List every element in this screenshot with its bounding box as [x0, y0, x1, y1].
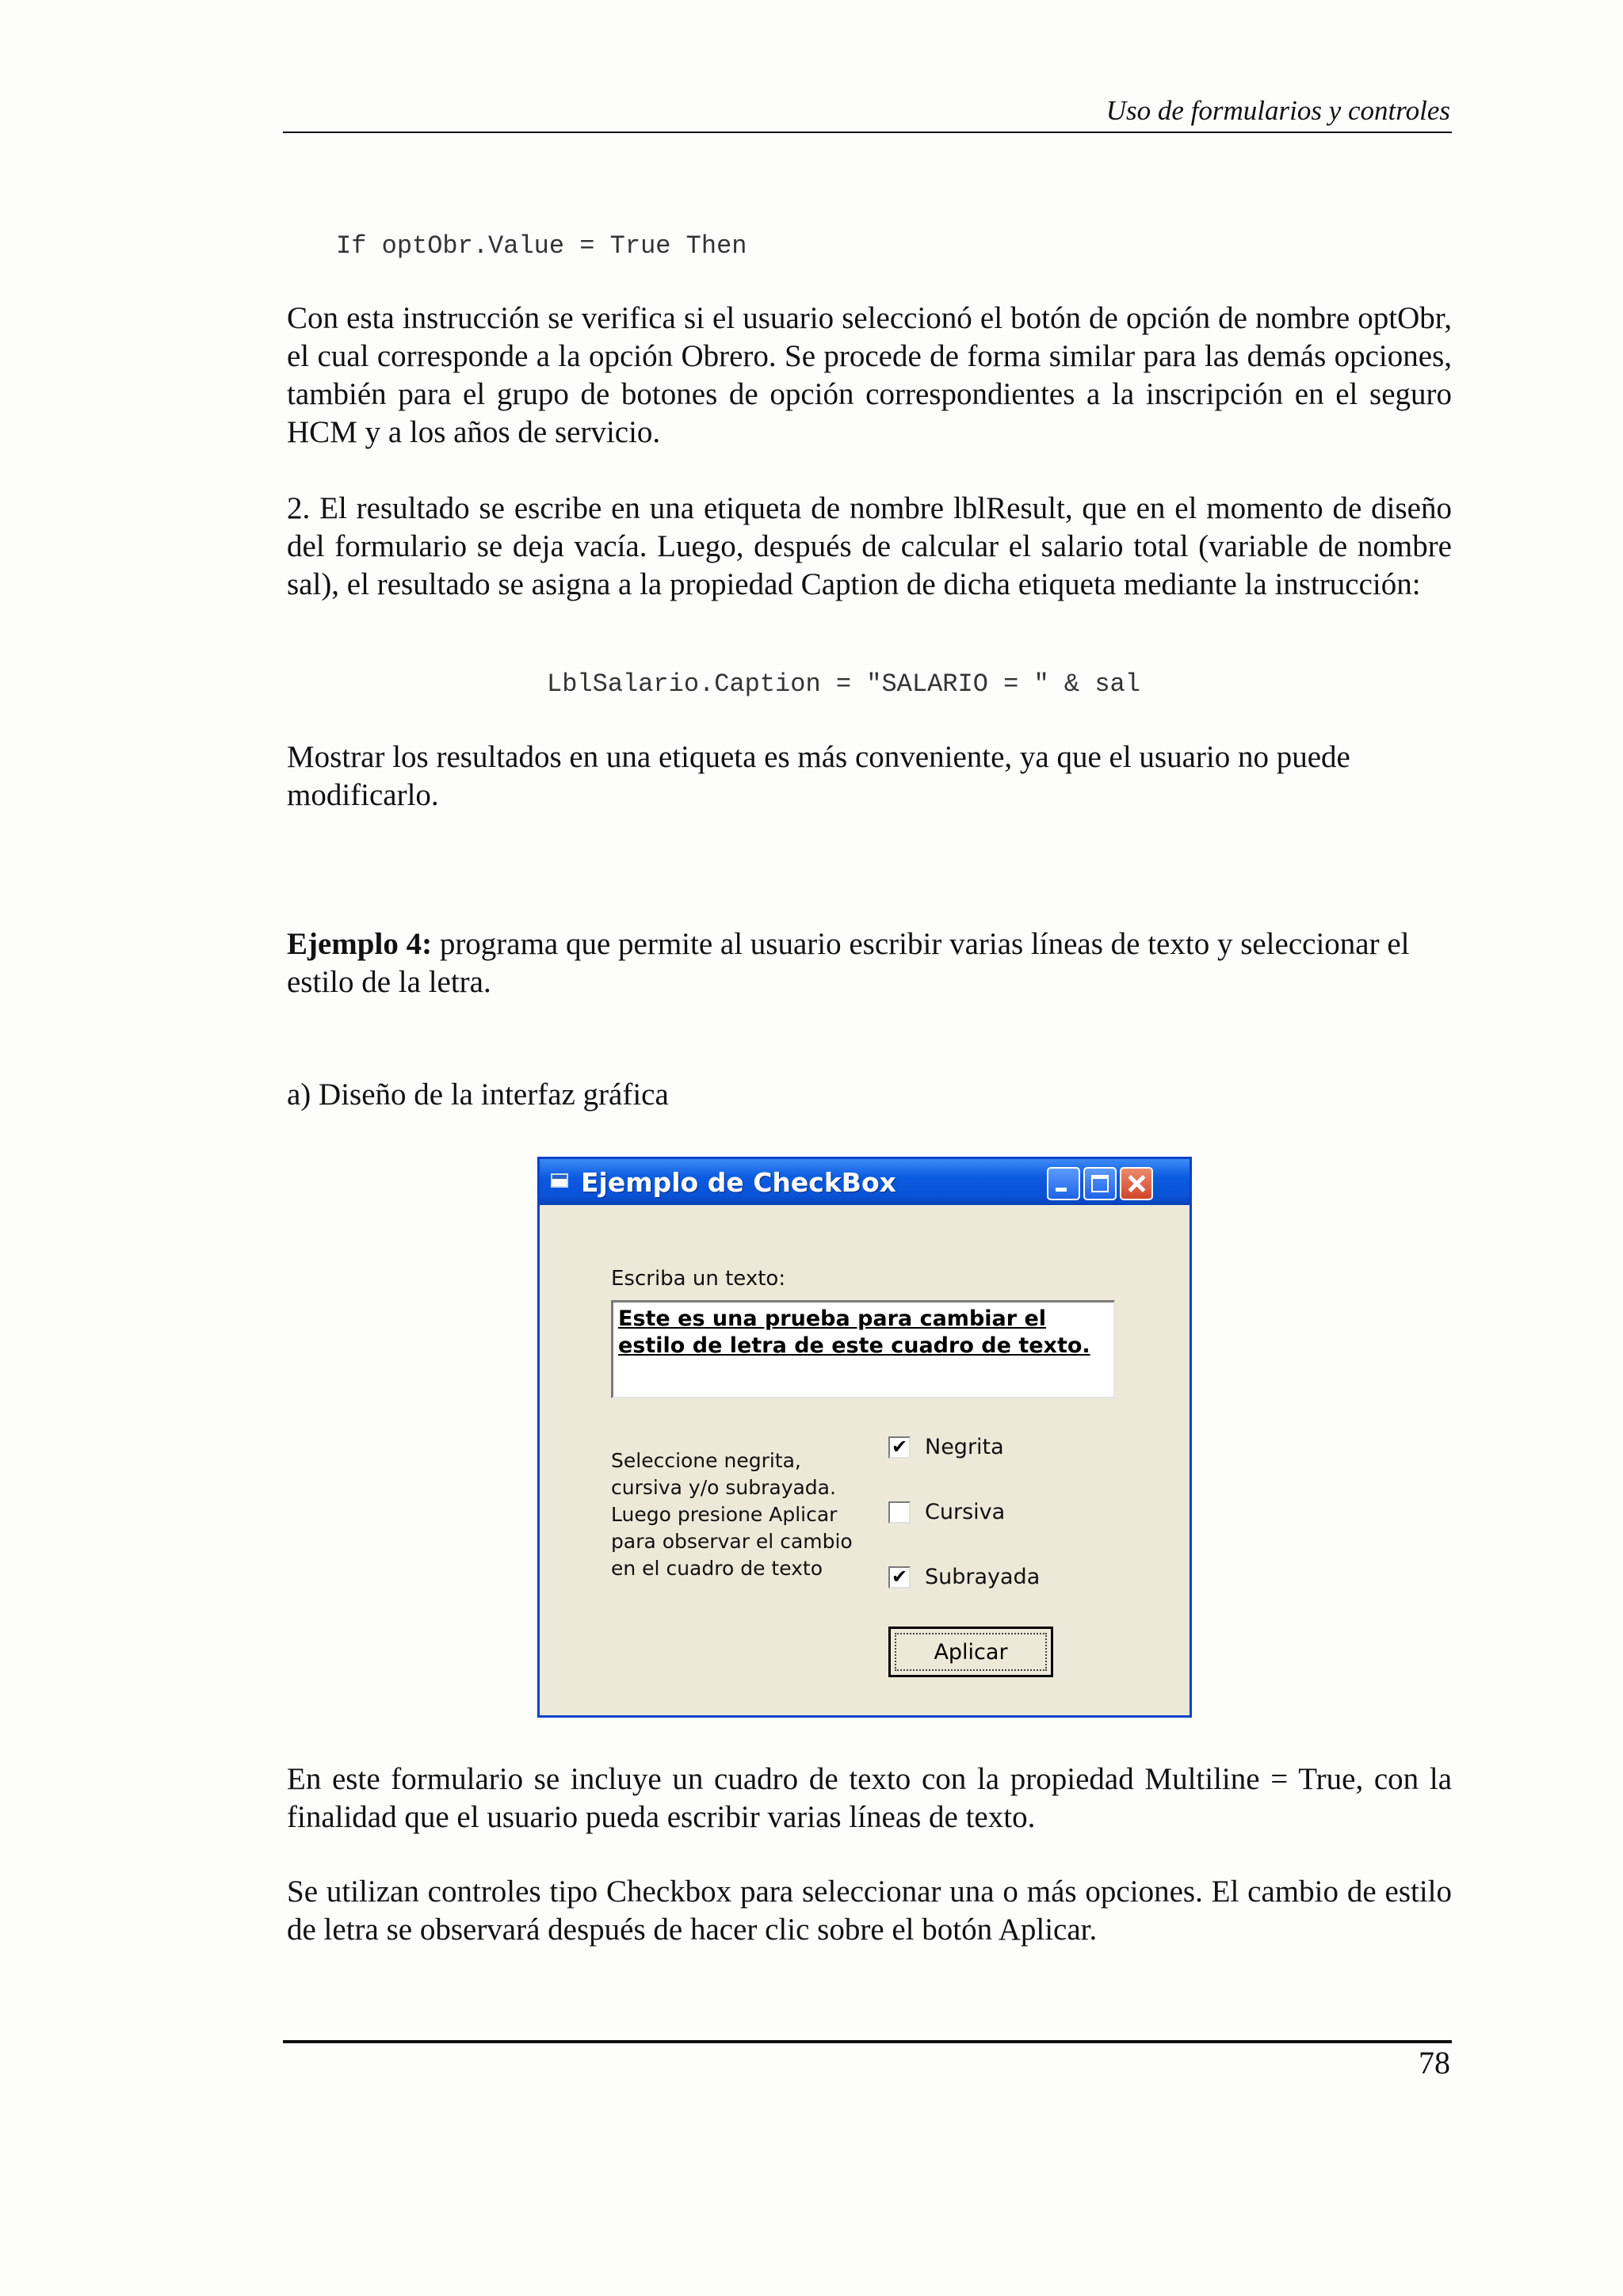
paragraph-example-4 [287, 925, 1452, 1001]
checkbox-label-negrita: Negrita [925, 1435, 1004, 1459]
example-label: Ejemplo 4: [287, 927, 433, 961]
apply-button-label: Aplicar [895, 1633, 1047, 1671]
paragraph-result-label: 2. El resultado se escribe en una etiqueta de nombre lblResult, que en el momento de diseño del formulario se deja vacía. Luego, después de calcular el salario total (variable de nombre sal), el resultado se asigna a la propiedad Caption de dicha etiqueta mediante la instrucción: [287, 491, 1452, 601]
paragraph-show-results: Mostrar los resultados en una etiqueta es más conveniente, ya que el usuario no puede modificarlo. [287, 740, 1350, 812]
code-line-if: If optObr.Value = True Then [336, 231, 747, 261]
checkbox-box-cursiva[interactable] [888, 1501, 911, 1524]
page-number: 78 [1419, 2045, 1450, 2081]
window-title: Ejemplo de CheckBox [581, 1167, 896, 1198]
checkbox-label-subrayada: Subrayada [925, 1565, 1041, 1589]
text-input[interactable]: Este es una prueba para cambiar el estilo de letra de este cuadro de texto. [611, 1300, 1115, 1398]
code-line-caption: LblSalario.Caption = "SALARIO = " & sal [547, 669, 1140, 699]
running-header: Uso de formularios y controles [1106, 95, 1450, 126]
close-icon [1121, 1169, 1151, 1199]
header-rule [283, 132, 1452, 133]
window-app-icon [551, 1173, 568, 1188]
paragraph-checkbox-controls: Se utilizan controles tipo Checkbox para seleccionar una o más opciones. El cambio de estilo de letra se observará después de hacer clic sobre el botón Aplicar. [287, 1875, 1452, 1947]
maximize-button[interactable] [1083, 1167, 1117, 1200]
checkbox-label-cursiva: Cursiva [925, 1500, 1006, 1524]
window-titlebar [540, 1159, 1190, 1205]
close-button[interactable] [1120, 1167, 1153, 1200]
checkbox-demo-window [537, 1157, 1192, 1718]
prompt-label: Escriba un texto: [611, 1267, 786, 1291]
instructions-label: Seleccione negrita, cursiva y/o subrayada. Luego presione Aplicar para observar el cambio en el cuadro de texto [611, 1449, 853, 1580]
minimize-icon [1056, 1188, 1067, 1192]
checkbox-box-negrita[interactable]: ✔ [888, 1436, 911, 1459]
minimize-button[interactable] [1047, 1167, 1080, 1200]
section-heading-a: a) Diseño de la interfaz gráfica [287, 1077, 669, 1112]
apply-button[interactable] [888, 1627, 1053, 1677]
maximize-icon [1091, 1175, 1109, 1192]
checkbox-box-subrayada[interactable]: ✔ [888, 1566, 911, 1589]
example-text: programa que permite al usuario escribir varias líneas de texto y seleccionar el estilo de la letra. [287, 927, 1410, 999]
paragraph-multiline: En este formulario se incluye un cuadro de texto con la propiedad Multiline = True, con la finalidad que el usuario pueda escribir varias líneas de texto. [287, 1762, 1452, 1834]
footer-rule [283, 2040, 1452, 2043]
paragraph-verification: Con esta instrucción se verifica si el usuario seleccionó el botón de opción de nombre optObr, el cual corresponde a la opción Obrero. Se procede de forma similar para las demás opciones, también para el grupo de botones de opción correspondientes a la inscripción en el seguro HCM y a los años de servicio. [287, 301, 1452, 449]
